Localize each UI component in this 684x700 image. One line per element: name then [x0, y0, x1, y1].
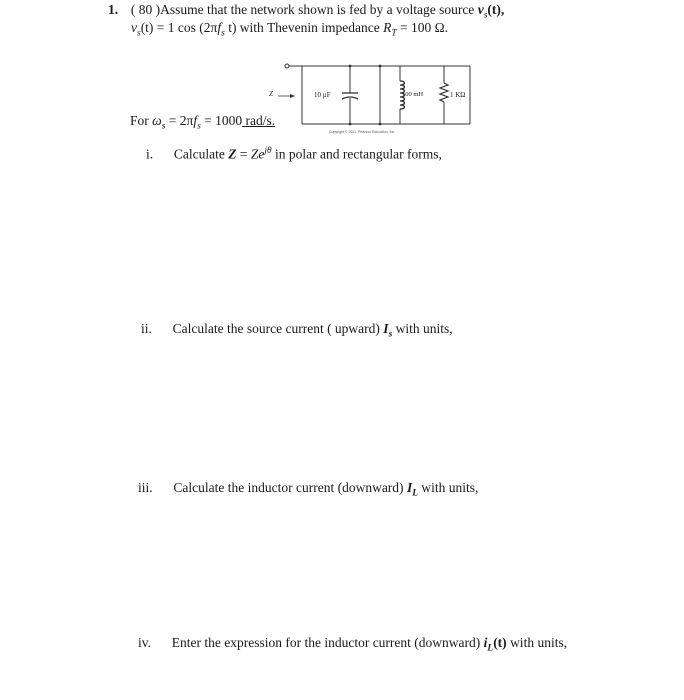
question-text: Calculate the inductor current (downward) — [173, 480, 407, 495]
z-exp-sup: jθ — [264, 146, 272, 156]
question-text-end: with units, — [392, 321, 453, 336]
question-text: Calculate the source current ( upward) — [172, 321, 384, 336]
current-symbol: I — [406, 480, 413, 495]
freq-omega-sub: s — [161, 121, 166, 132]
eq-v: v — [131, 20, 137, 35]
question-number: iii. — [138, 480, 153, 495]
freq-f: f — [193, 113, 198, 128]
vs-symbol: v — [477, 2, 484, 17]
question-iv — [138, 635, 567, 654]
terminal-top — [285, 64, 289, 68]
question-text: Enter the expression for the inductor current (downward) — [171, 635, 484, 650]
node-dot — [379, 123, 382, 126]
copyright-notice: Copyright © 2011, Pearson Education, Inc. — [329, 130, 396, 134]
current-symbol: I — [383, 321, 389, 336]
question-text-end: with units, — [417, 480, 479, 495]
z-arrow-head — [290, 94, 295, 98]
eq-f-sub: s — [221, 28, 225, 39]
capacitor-label: 10 µF — [314, 91, 331, 99]
eq-tail: t) with Thevenin impedance — [224, 20, 384, 35]
question-text: Calculate — [173, 146, 229, 162]
rt-sub: T — [391, 28, 397, 39]
problem-header — [108, 2, 504, 21]
current-symbol: i — [483, 635, 488, 650]
problem-intro: Assume that the network shown is fed by a voltage source — [160, 2, 478, 17]
current-sub: s — [388, 329, 393, 340]
freq-eq: = 2π — [165, 113, 194, 128]
z-label: Z — [269, 90, 273, 98]
z-exp: Ze — [250, 146, 265, 162]
problem-number: 1. — [108, 2, 119, 17]
vs-arg: (t), — [487, 2, 505, 17]
equals: = — [236, 146, 251, 162]
rt-symbol: R — [383, 20, 392, 35]
eq-rest: (t) = 1 cos (2π — [140, 20, 218, 35]
rt-value: = 100 Ω. — [396, 20, 449, 35]
question-text-end: with units, — [506, 635, 568, 650]
circuit-diagram — [260, 55, 480, 140]
freq-unit: rad/s. — [242, 113, 276, 128]
source-equation — [131, 20, 448, 39]
z-bold: Z — [228, 146, 237, 162]
current-sub: L — [487, 643, 494, 654]
question-i — [146, 146, 442, 163]
problem-points: ( 80 ) — [130, 2, 161, 17]
question-number: iv. — [138, 635, 151, 650]
eq-v-sub: s — [137, 28, 141, 39]
question-number: ii. — [141, 321, 152, 336]
freq-prefix: For — [130, 113, 153, 128]
inductor-label: 100 mH — [402, 91, 424, 98]
freq-omega: ω — [152, 113, 162, 128]
resistor-zigzag — [440, 83, 448, 102]
freq-value: = 1000 — [200, 113, 243, 128]
question-number: i. — [146, 146, 154, 162]
frequency-line — [130, 113, 275, 132]
node-dot — [349, 123, 352, 126]
question-text-end: in polar and rectangular forms, — [271, 146, 442, 162]
resistor-label: 1 KΩ — [450, 91, 466, 99]
question-iii — [138, 480, 478, 499]
eq-f: f — [217, 20, 222, 35]
current-arg: (t) — [493, 635, 507, 650]
current-sub: L — [412, 488, 418, 499]
node-dot — [379, 65, 382, 68]
question-ii — [141, 321, 453, 340]
node-dot — [349, 65, 352, 68]
vs-sub: s — [483, 10, 488, 21]
freq-f-sub: s — [197, 121, 201, 132]
